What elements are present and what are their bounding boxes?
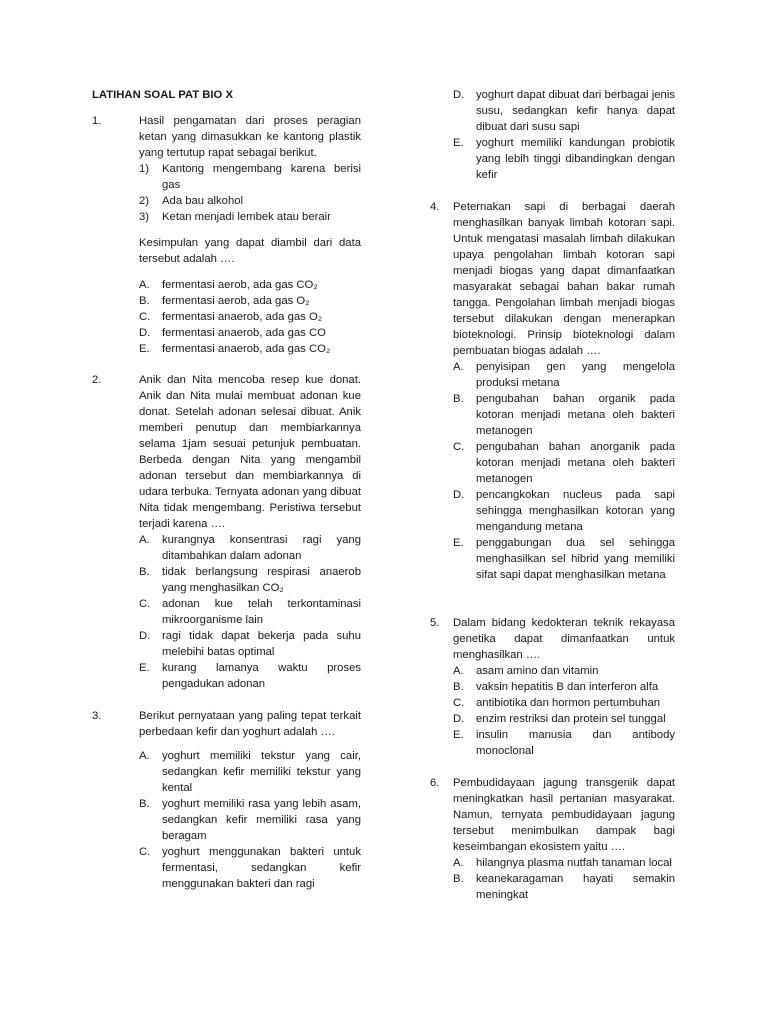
question-3 — [92, 708, 361, 892]
answer-option[interactable]: D. enzim restriksi dan protein sel tunggal — [453, 713, 666, 725]
question-stem: Hasil pengamatan dari proses peragian ketan yang dimasukkan ke kantong plastik yang tertutup rapat sebagai berikut. — [139, 115, 361, 159]
answer-option[interactable]: B. tidak berlangsung respirasi anaerob yang menghasilkan CO₂ — [139, 566, 361, 594]
answer-option[interactable]: E. penggabungan dua sel sehingga menghasilkan sel hibrid yang memiliki sifat sapi dapat menghasilkan metana — [453, 537, 675, 581]
question-2 — [92, 372, 361, 692]
answer-option[interactable]: A. penyisipan gen yang mengelola produksi metana — [453, 361, 675, 389]
answer-option[interactable]: C. fermentasi anaerob, ada gas O₂ — [139, 311, 323, 323]
question-number: 5. — [430, 617, 440, 629]
question-number: 3. — [92, 710, 102, 722]
question-5 — [430, 615, 675, 759]
question-stem: Pembudidayaan jagung transgenik dapat meningkatkan hasil pertanian masyarakat. Namun, ternyata pembudidayaan jagung tersebut menimbulkan dampak bagi keseimbangan ekosistem yaitu …. — [453, 777, 675, 853]
answer-option[interactable]: C. adonan kue telah terkontaminasi mikroorganisme lain — [139, 598, 361, 626]
question-stem: Berikut pernyataan yang paling tepat terkait perbedaan kefir dan yoghurt adalah …. — [139, 710, 361, 738]
answer-option[interactable]: D. ragi tidak dapat bekerja pada suhu melebihi batas optimal — [139, 630, 361, 658]
answer-option[interactable]: D. yoghurt dapat dibuat dari berbagai jenis susu, sedangkan kefir hanya dapat dibuat dari susu sapi — [453, 89, 675, 133]
answer-option[interactable]: B. keanekaragaman hayati semakin meningkat — [453, 873, 675, 901]
question-stem: Peternakan sapi di berbagai daerah menghasilkan banyak limbah kotoran sapi. Untuk mengatasi masalah limbah dilakukan upaya pengolahan limbah kotoran sapi menjadi biogas yang dapat dimanfaatkan masyarakat sebagai bahan bakar rumah tangga. Pengolahan limbah menjadi biogas tersebut dilakukan dengan menerapkan bioteknologi. Prinsip bioteknologi dalam pembuatan biogas adalah …. — [453, 201, 675, 357]
answer-option[interactable]: A. kurangnya konsentrasi ragi yang ditambahkan dalam adonan — [139, 534, 361, 562]
answer-option[interactable]: B. vaksin hepatitis B dan interferon alfa — [453, 681, 659, 693]
answer-option[interactable]: C. pengubahan bahan anorganik pada kotoran menjadi metana oleh bakteri metanogen — [453, 441, 675, 485]
page-title: LATIHAN SOAL PAT BIO X — [92, 89, 234, 101]
observation-item: 3) Ketan menjadi lembek atau berair — [139, 211, 331, 223]
question-1 — [92, 113, 361, 357]
question-number: 1. — [92, 115, 102, 127]
answer-option[interactable]: C. antibiotika dan hormon pertumbuhan — [453, 697, 661, 709]
answer-option[interactable]: E. kurang lamanya waktu proses pengadukan adonan — [139, 662, 361, 690]
question-prompt: Kesimpulan yang dapat diambil dari data tersebut adalah …. — [139, 237, 361, 265]
question-number: 2. — [92, 374, 102, 386]
answer-option[interactable]: A. fermentasi aerob, ada gas CO₂ — [139, 279, 318, 291]
question-4 — [430, 199, 675, 583]
answer-option[interactable]: E. fermentasi anaerob, ada gas CO₂ — [139, 343, 331, 355]
answer-option[interactable]: D. pencangkokan nucleus pada sapi sehingga menghasilkan kotoran yang mengandung metana — [453, 489, 675, 533]
answer-option[interactable]: E. insulin manusia dan antibody monoclonal — [453, 729, 675, 757]
question-3-continued — [430, 87, 675, 183]
answer-option[interactable]: D. fermentasi anaerob, ada gas CO — [139, 327, 326, 339]
answer-option[interactable]: E. yoghurt memiliki kandungan probiotik yang lebih tinggi dibandingkan dengan kefir — [453, 137, 675, 181]
observation-item: 2) Ada bau alkohol — [139, 195, 244, 207]
question-stem: Dalam bidang kedokteran teknik rekayasa genetika dapat dimanfaatkan untuk menghasilkan …. — [453, 617, 675, 661]
question-number: 4. — [430, 201, 440, 213]
answer-option[interactable]: A. yoghurt memiliki tekstur yang cair, sedangkan kefir memiliki tekstur yang kental — [139, 750, 361, 794]
question-stem: Anik dan Nita mencoba resep kue donat. Anik dan Nita mulai membuat adonan kue donat. Setelah adonan selesai dibuat. Anik memberi penutup dan membiarkannya selama 1jam sesuai petunjuk pembuatan. Berbeda dengan Nita yang mengambil adonan tersebut dan membiarkannya di udara terbuka. Ternyata adonan yang dibuat Nita tidak mengembang. Peristiwa tersebut terjadi karena …. — [139, 374, 361, 530]
answer-option[interactable]: A. hilangnya plasma nutfah tanaman local — [453, 857, 672, 869]
observation-item: 1) Kantong mengembang karena berisi gas — [139, 163, 361, 191]
answer-option[interactable]: C. yoghurt menggunakan bakteri untuk fermentasi, sedangkan kefir menggunakan bakteri dan ragi — [139, 846, 361, 890]
question-number: 6. — [430, 777, 440, 789]
question-6 — [430, 775, 675, 903]
answer-option[interactable]: A. asam amino dan vitamin — [453, 665, 599, 677]
answer-option[interactable]: B. fermentasi aerob, ada gas O₂ — [139, 295, 310, 307]
answer-option[interactable]: B. pengubahan bahan organik pada kotoran menjadi metana oleh bakteri metanogen — [453, 393, 675, 437]
answer-option[interactable]: B. yoghurt memiliki rasa yang lebih asam, sedangkan kefir memiliki rasa yang beragam — [139, 798, 361, 842]
